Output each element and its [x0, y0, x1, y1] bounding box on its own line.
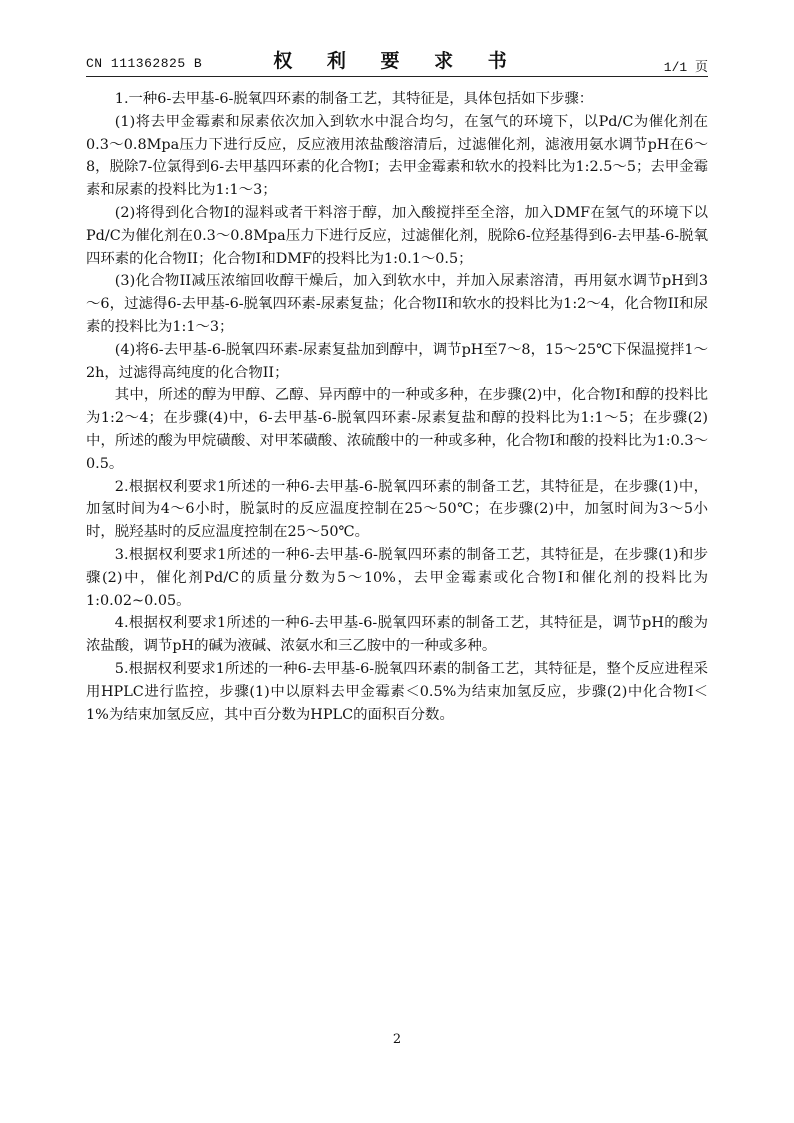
- claim-4: 4.根据权利要求1所述的一种6-去甲基-6-脱氧四环素的制备工艺，其特征是，调节pH的酸为浓盐酸，调节pH的碱为液碱、浓氨水和三乙胺中的一种或多种。: [86, 615, 708, 655]
- claim-5: 5.根据权利要求1所述的一种6-去甲基-6-脱氧四环素的制备工艺，其特征是，整个反应进程采用HPLC进行监控，步骤(1)中以原料去甲金霉素＜0.5%为结束加氢反应，步骤(2)中化合物I＜1%为结束加氢反应，其中百分数为HPLC的面积百分数。: [86, 660, 708, 723]
- publication-number: CN 111362825 B: [86, 56, 203, 71]
- document-title: 权 利 要 求 书: [273, 50, 521, 72]
- claim-1-definitions: 其中，所述的醇为甲醇、乙醇、异丙醇中的一种或多种，在步骤(2)中，化合物I和醇的投料比为1:2～4；在步骤(4)中，6-去甲基-6-脱氧四环素-尿素复盐和醇的投料比为1:1～5；在步骤(2)中，所述的酸为甲烷磺酸、对甲苯磺酸、浓硫酸中的一种或多种，化合物I和酸的投料比为1:0.3～0.5。: [86, 387, 708, 472]
- claim-1-step-3: (3)化合物II减压浓缩回收醇干燥后，加入到软水中，并加入尿素溶清，再用氨水调节pH到3～6，过滤得6-去甲基-6-脱氧四环素-尿素复盐；化合物II和软水的投料比为1:2～4，化合物II和尿素的投料比为1:1～3；: [86, 273, 708, 335]
- claim-1-step-1: (1)将去甲金霉素和尿素依次加入到软水中混合均匀，在氢气的环境下，以Pd/C为催化剂在0.3～0.8Mpa压力下进行反应，反应液用浓盐酸溶清后，过滤催化剂，滤液用氨水调节pH在6～8，脱除7-位氯得到6-去甲基四环素的化合物I；去甲金霉素和软水的投料比为1:2.5～5；去甲金霉素和尿素的投料比为1:1～3；: [86, 113, 708, 199]
- claims-body: [86, 88, 708, 726]
- header-rule: [86, 76, 708, 77]
- page-number: 2: [392, 1032, 402, 1047]
- page-header: [86, 46, 708, 74]
- claim-2: 2.根据权利要求1所述的一种6-去甲基-6-脱氧四环素的制备工艺，其特征是，在步骤(1)中，加氢时间为4～6小时，脱氯时的反应温度控制在25～50℃；在步骤(2)中，加氢时间为3～5小时，脱羟基时的反应温度控制在25～50℃。: [86, 478, 708, 541]
- page-info: 1/1 页: [663, 60, 708, 75]
- claim-1-intro: 1.一种6-去甲基-6-脱氧四环素的制备工艺，其特征是，具体包括如下步骤：: [114, 91, 594, 107]
- claim-1-step-2: (2)将得到化合物I的湿料或者干料溶于醇，加入酸搅拌至全溶，加入DMF在氢气的环境下以Pd/C为催化剂在0.3～0.8Mpa压力下进行反应，过滤催化剂，脱除6-位羟基得到6-去甲基-6-脱氧四环素的化合物II；化合物I和DMF的投料比为1:0.1～0.5；: [86, 204, 708, 267]
- claim-1-step-4: (4)将6-去甲基-6-脱氧四环素-尿素复盐加到醇中，调节pH至7～8，15～25℃下保温搅拌1～2h，过滤得高纯度的化合物II；: [86, 341, 708, 381]
- claim-3: 3.根据权利要求1所述的一种6-去甲基-6-脱氧四环素的制备工艺，其特征是，在步骤(1)和步骤(2)中，催化剂Pd/C的质量分数为5～10%，去甲金霉素或化合物I和催化剂的投料比为1:0.02~0.05。: [86, 546, 708, 609]
